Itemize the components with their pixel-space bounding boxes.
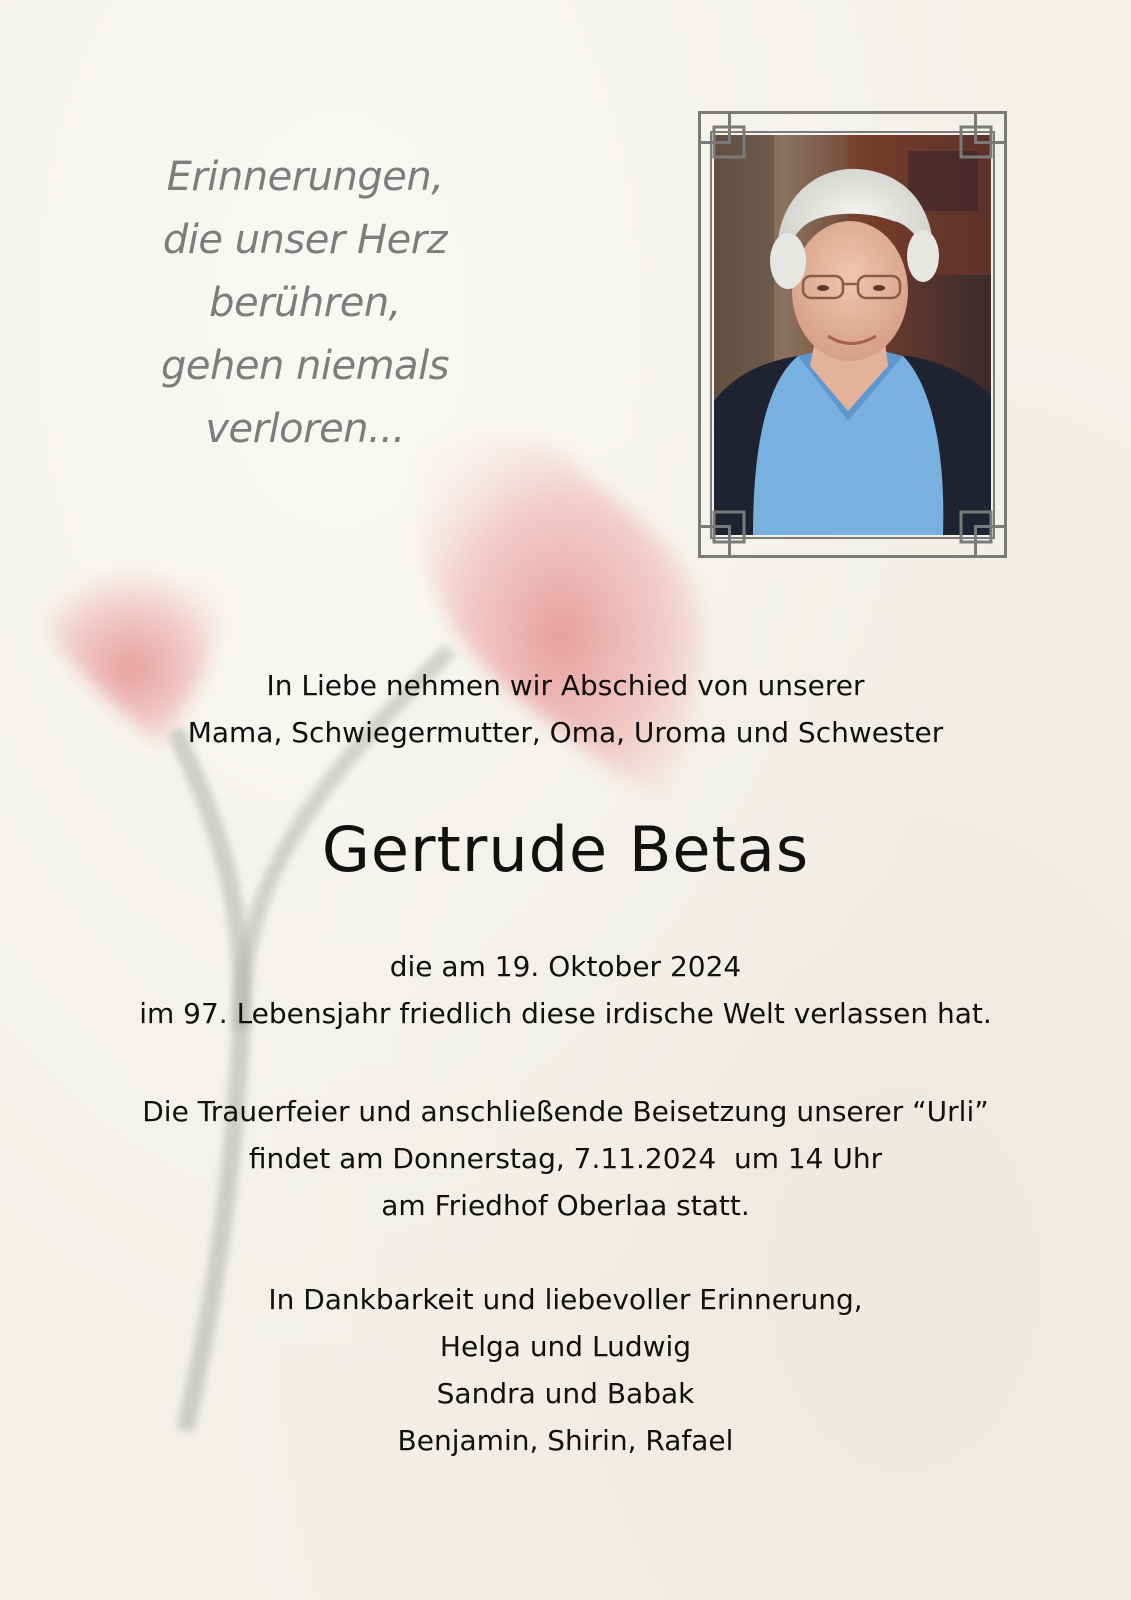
ceremony-line: am Friedhof Oberlaa statt.	[381, 1189, 750, 1222]
mourner-names: Helga und Ludwig	[439, 1330, 692, 1363]
portrait-frame	[698, 111, 1007, 558]
death-notice	[0, 943, 1131, 1037]
quote-line: verloren...	[205, 406, 405, 452]
portrait-photo	[698, 111, 1007, 558]
quote-line: berühren,	[209, 280, 401, 326]
ceremony-notice	[0, 1088, 1131, 1229]
mourner-names: Sandra und Babak	[436, 1377, 695, 1410]
ceremony-line: Die Trauerfeier und anschließende Beisetzung unserer “Urli”	[142, 1095, 989, 1128]
memorial-quote	[150, 146, 460, 461]
intro-text	[0, 662, 1131, 756]
quote-line: die unser Herz	[162, 217, 448, 263]
deceased-name: Gertrude Betas	[321, 813, 810, 886]
ceremony-line: findet am Donnerstag, 7.11.2024 um 14 Uhr	[248, 1142, 883, 1175]
intro-line: Mama, Schwiegermutter, Oma, Uroma und Schwester	[187, 716, 944, 749]
death-line: die am 19. Oktober 2024	[389, 950, 742, 983]
mourner-names: Benjamin, Shirin, Rafael	[397, 1424, 734, 1457]
mourners-signature	[0, 1276, 1131, 1464]
quote-line: gehen niemals	[160, 343, 450, 389]
intro-line: In Liebe nehmen wir Abschied von unserer	[266, 669, 865, 702]
death-line: im 97. Lebensjahr friedlich diese irdische Welt verlassen hat.	[139, 997, 992, 1030]
quote-line: Erinnerungen,	[166, 154, 444, 200]
thanks-line: In Dankbarkeit und liebevoller Erinnerung,	[268, 1283, 863, 1316]
